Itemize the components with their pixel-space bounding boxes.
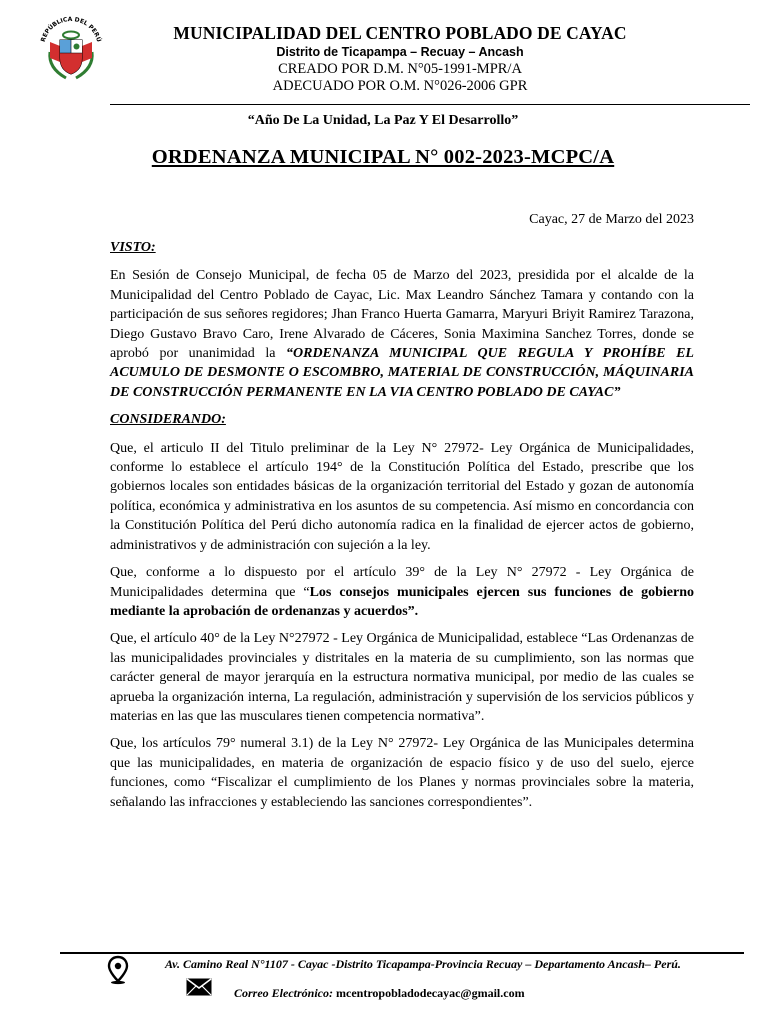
footer-divider (60, 952, 744, 954)
email-address: mcentropobladodecayac@gmail.com (336, 986, 525, 1000)
considerando-paragraph-4: Que, los artículos 79° numeral 3.1) de la Ley N° 27972- Ley Orgánica de las Municipales determina que las municipalidades, en materia de organización de espacio físico y de uso del suelo, ejerce funciones, como “Fiscalizar el cumplimiento de los Planes y normas provinciales sobre la materia, señalando las infracciones y estableciendo las sanciones correspondientes”. (110, 736, 694, 810)
year-motto: “Año De La Unidad, La Paz Y El Desarrollo” (247, 113, 519, 128)
visto-paragraph (110, 266, 694, 402)
creation-decree: CREADO POR D.M. N°05-1991-MPR/A (278, 61, 522, 77)
location-pin-icon (106, 955, 130, 985)
document-body (110, 238, 694, 820)
municipality-name: MUNICIPALIDAD DEL CENTRO POBLADO DE CAYAC (173, 23, 627, 43)
ordinance-subject: “ORDENANZA MUNICIPAL QUE REGULA Y PROHÍBE EL ACUMULO DE DESMONTE O ESCOMBRO, MATERIAL DE CONSTRUCCIÓN, MÁQUINARIA DE CONSTRUCCIÓN PERMANENTE EN LA VIA CENTRO POBLADO DE CAYAC” (110, 346, 694, 400)
document-date: Cayac, 27 de Marzo del 2023 (529, 212, 694, 227)
paragraph-2-text: Que, conforme a lo dispuesto por el artículo 39° de la Ley N° 27972 - Ley Orgánica de Municipalidades determina que “ (110, 565, 694, 600)
envelope-icon (186, 978, 212, 996)
considerando-paragraph-3: Que, el artículo 40° de la Ley N°27972 - Ley Orgánica de Municipalidad, establece “Las Ordenanzas de las municipalidades provinciales y distritales en la materia de su cumplimiento, son las normas que carácter general de mayor jerarquía en la estructura normativa municipal, por medio de las cuales se aprueba la organización interna, La regulación, administración y supervisión de los servicios públicos y materias en las que las musculares tienen competencia normativa”. (110, 631, 694, 724)
svg-text:REPÚBLICA DEL PERÚ: REPÚBLICA DEL PERÚ (39, 15, 103, 43)
district-line: Distrito de Ticapampa – Recuay – Ancash (276, 45, 524, 59)
adaptation-ordinance: ADECUADO POR O.M. N°026-2006 GPR (272, 78, 528, 94)
footer-email-line (234, 986, 525, 1001)
ordinance-title: ORDENANZA MUNICIPAL N° 002-2023-MCPC/A (151, 146, 615, 168)
visto-text: En Sesión de Consejo Municipal, de fecha 05 de Marzo del 2023, presidida por el alcalde de la Municipalidad del Centro Poblado de Cayac, Lic. Max Leandro Sánchez Tamara y contando con la participación de sus señores regidores; Jhan Franco Huerta Gamarra, Maryuri Briyit Ramirez Tarazona, Diego Gustavo Bravo Caro, Irene Alvarado de Cáceres, Sonia Maximina Sanchez Torres, donde se aprobó por unanimidad la (110, 268, 694, 362)
header-divider (110, 104, 750, 105)
email-label: Correo Electrónico: (234, 986, 333, 1000)
paragraph-2-quote: Los consejos municipales ejercen sus funciones de gobierno mediante la aprobación de ordenanzas y acuerdos”. (110, 584, 694, 619)
footer-address: Av. Camino Real N°1107 - Cayac -Distrito Ticapampa-Provincia Recuay – Departamento Ancash– Perú. (165, 957, 681, 971)
section-heading-visto: VISTO: (110, 240, 156, 255)
considerando-paragraph-2 (110, 563, 694, 621)
section-heading-considerando: CONSIDERANDO: (110, 412, 226, 428)
peru-coat-of-arms-seal (36, 12, 106, 84)
letterhead (130, 22, 670, 95)
considerando-paragraph-1: Que, el articulo II del Titulo preliminar de la Ley N° 27972- Ley Orgánica de Municipalidades, conforme lo establece el artículo 194° de la Constitución Política del Estado, prescribe que los gobiernos locales son entidades básicas de la organización territorial del Estado y gozan de autonomía política, económica y administrativa en los asuntos de su competencia. Así mismo en concordancia con la Constitución Política del Perú dicho autonomía radica en la finalidad de ejercer actos de gobierno, administrativos y de administración con sujeción a la ley. (110, 440, 694, 553)
